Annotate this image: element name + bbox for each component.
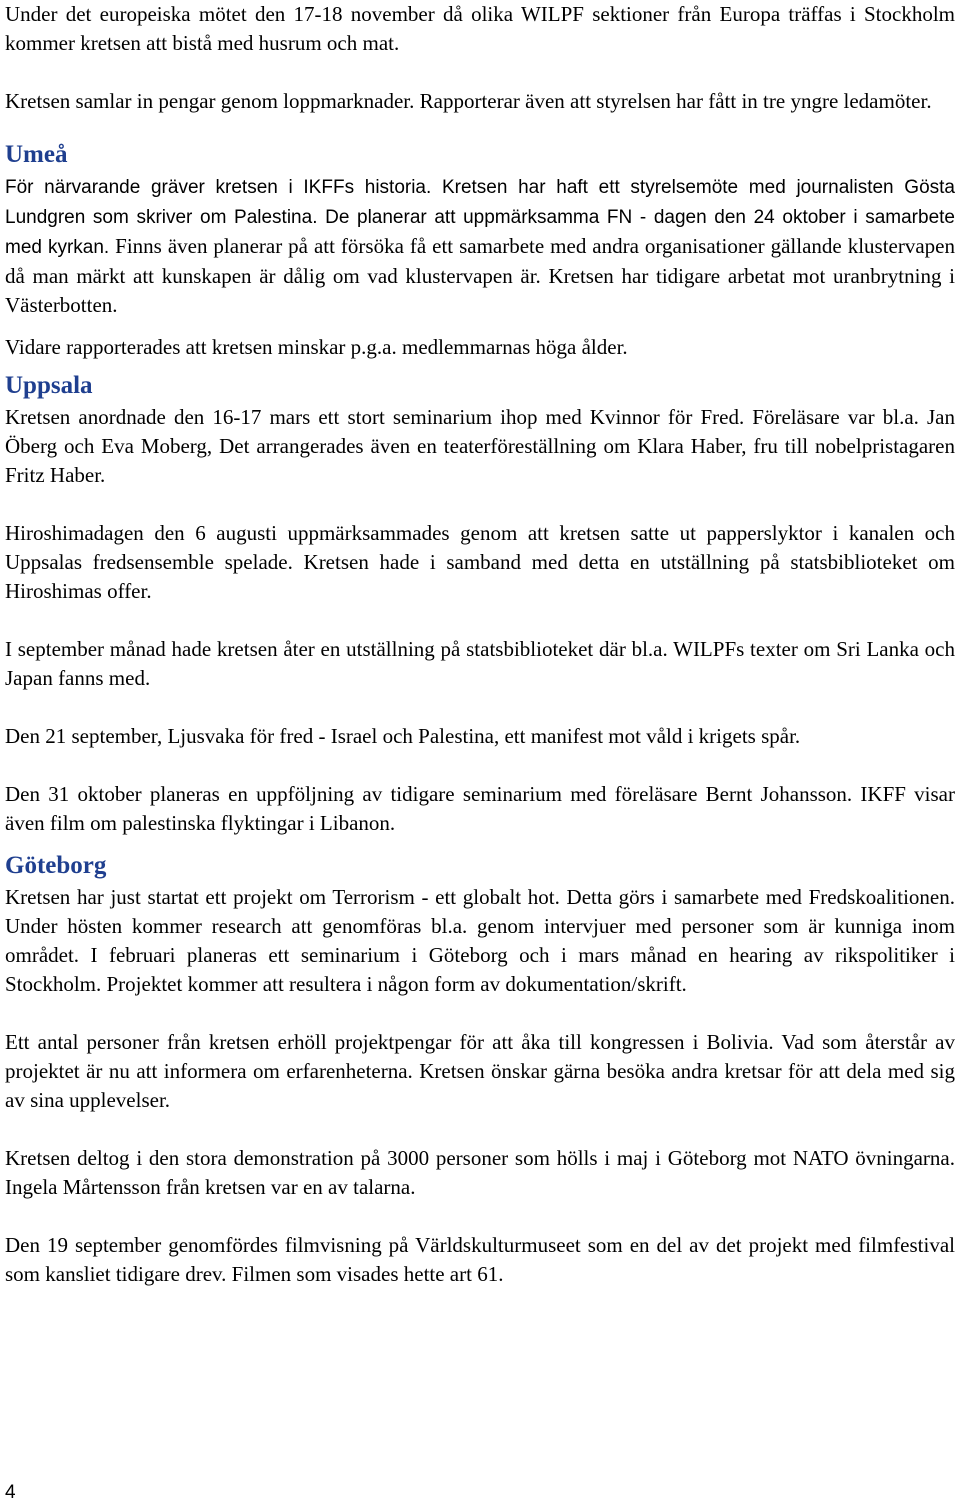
uppsala-paragraph-4: Den 21 september, Ljusvaka för fred - Israel och Palestina, ett manifest mot våld i krigets spår. <box>5 724 801 748</box>
umea-paragraph-1-sans-text: För närvarande gräver kretsen i IKFFs historia. Kretsen har haft ett styrelsemöte med journalisten Gösta Lundgren som skriver om Palestina. De planerar att uppmärksamma FN - dagen den 24 oktober i samarbete med kyrkan. <box>5 177 955 258</box>
section-heading-goteborg: Göteborg <box>5 852 107 879</box>
section-heading-uppsala: Uppsala <box>5 372 93 399</box>
goteborg-paragraph-3: Kretsen deltog i den stora demonstration på 3000 personer som hölls i maj i Göteborg mot NATO övningarna. Ingela Mårtensson från kretsen var en av talarna. <box>5 1146 955 1199</box>
uppsala-paragraph-2: Hiroshimadagen den 6 augusti uppmärksammades genom att kretsen satte ut papperslyktor i kanalen och Uppsalas fredsensemble spelade. Kretsen hade i samband med detta en utställning på statsbiblioteket om Hiroshimas offer. <box>5 521 955 603</box>
uppsala-paragraph-1: Kretsen anordnade den 16-17 mars ett stort seminarium ihop med Kvinnor för Fred. Föreläsare var bl.a. Jan Öberg och Eva Moberg, Det arrangerades även en teaterföreställning om Klara Haber, fru till nobelpristagaren Fritz Haber. <box>5 405 955 487</box>
document-page <box>5 0 955 1289</box>
goteborg-paragraph-4: Den 19 september genomfördes filmvisning på Världskulturmuseet som en del av det projekt med filmfestival som kansliet tidigare drev. Filmen som visades hette art 61. <box>5 1233 955 1286</box>
umea-paragraph-1 <box>5 172 955 320</box>
page-number: 4 <box>5 1482 16 1503</box>
uppsala-paragraph-3: I september månad hade kretsen åter en utställning på statsbiblioteket där bl.a. WILPFs texter om Sri Lanka och Japan fanns med. <box>5 637 955 690</box>
intro-paragraph-2: Kretsen samlar in pengar genom loppmarknader. Rapporterar även att styrelsen har fått in tre yngre ledamöter. <box>5 89 932 113</box>
intro-paragraph-1: Under det europeiska mötet den 17-18 november då olika WILPF sektioner från Europa träffas i Stockholm kommer kretsen att bistå med husrum och mat. <box>5 2 955 55</box>
umea-paragraph-2: Vidare rapporterades att kretsen minskar p.g.a. medlemmarnas höga ålder. <box>5 335 628 359</box>
umea-paragraph-1-serif-text: Finns även planerar på att försöka få ett samarbete med andra organisationer gällande klustervapen då man märkt att kunskapen är dålig om vad klustervapen är. Kretsen har tidigare arbetat mot uranbrytning i Västerbotten. <box>5 234 955 317</box>
section-heading-umea: Umeå <box>5 141 68 168</box>
uppsala-paragraph-5: Den 31 oktober planeras en uppföljning av tidigare seminarium med föreläsare Bernt Johansson. IKFF visar även film om palestinska flyktingar i Libanon. <box>5 782 955 835</box>
goteborg-paragraph-2: Ett antal personer från kretsen erhöll projektpengar för att åka till kongressen i Bolivia. Vad som återstår av projektet är nu att informera om erfarenheterna. Kretsen önskar gärna besöka andra kretsar för att dela med sig av sina upplevelser. <box>5 1030 955 1112</box>
goteborg-paragraph-1: Kretsen har just startat ett projekt om Terrorism - ett globalt hot. Detta görs i samarbete med Fredskoalitionen. Under hösten kommer research att genomföras bl.a. genom intervjuer med personer som är kunniga inom området. I februari planeras ett seminarium i Göteborg och i mars månad en hearing av rikspolitiker i Stockholm. Projektet kommer att resultera i någon form av dokumentation/skrift. <box>5 885 955 996</box>
